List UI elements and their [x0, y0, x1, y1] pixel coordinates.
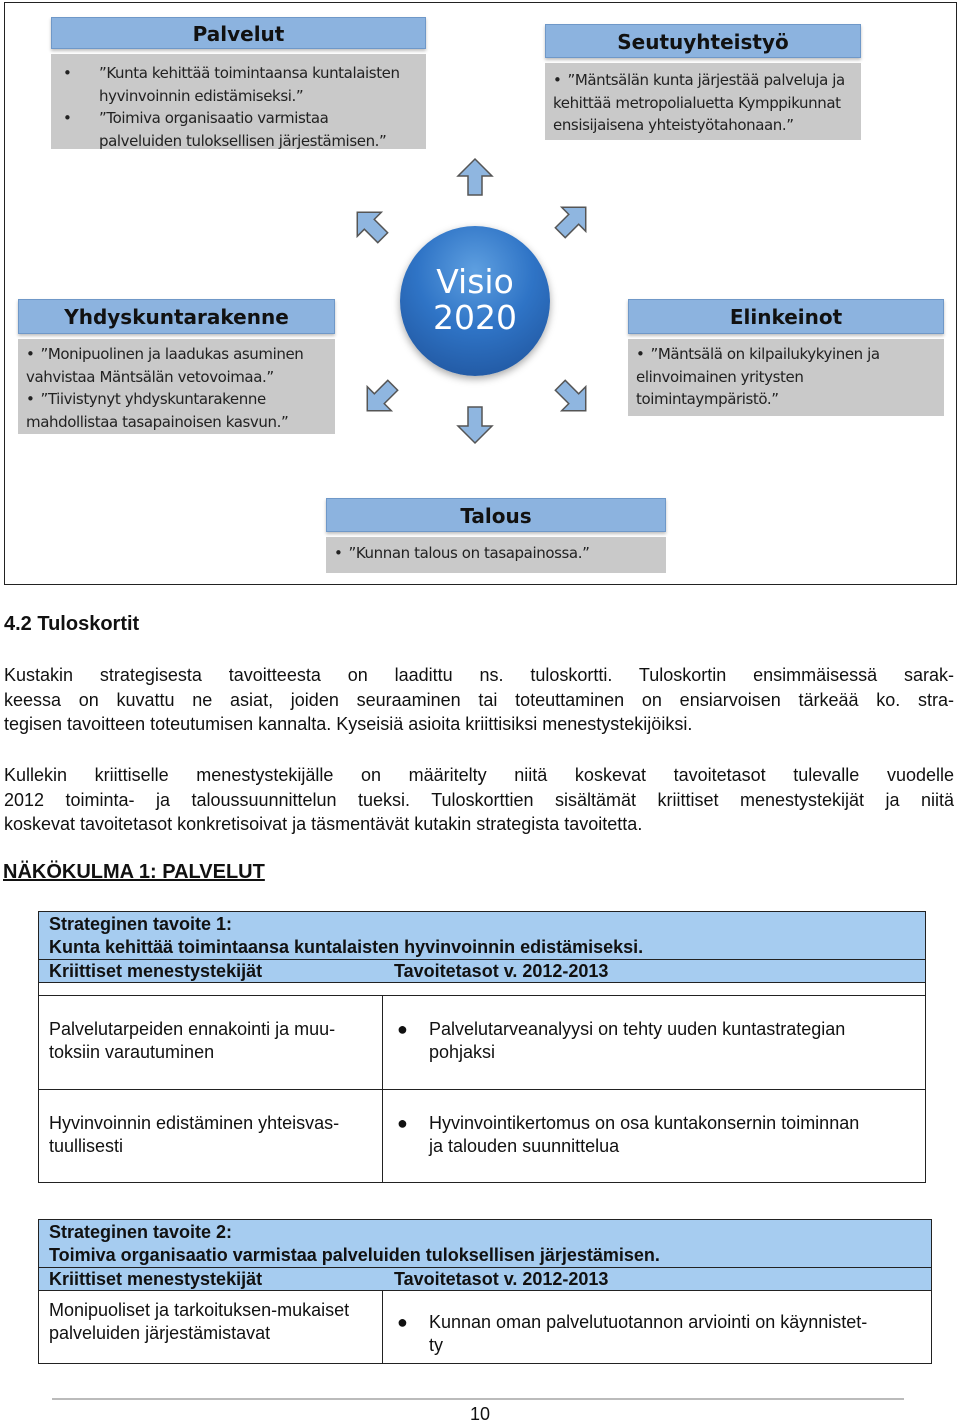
- paragraph-line: tegisen tavoitteen toteutumisen kannalta. Kyseisiä asioita kriittisiksi menestystekijöiksi.: [4, 714, 693, 734]
- list-item: • ”Mäntsälä on kilpailukykyinen ja elinvoimainen yritysten toimintaympäristö.”: [636, 343, 936, 411]
- arrow-up-right-icon: [553, 200, 593, 240]
- card-yhdyskuntarakenne: [18, 299, 335, 434]
- list-item: • ”Kunnan talous on tasapainossa.”: [334, 542, 658, 565]
- arrow-up-icon: [455, 157, 495, 197]
- card-seutuyhteistyo: [545, 24, 861, 140]
- table-cell: Monipuoliset ja tarkoituksen-mukaiset palveluiden järjestämistavat: [39, 1291, 383, 1363]
- column-header: Kriittiset menestystekijät: [49, 1269, 263, 1289]
- paragraph-line: 2012 toiminta- ja taloussuunnittelun tueksi. Tuloskorttien sisältämät kriittiset menestystekijät ja niitä: [4, 789, 954, 810]
- card-seutuyhteistyo-title: Seutuyhteistyö: [545, 24, 861, 58]
- paragraph-1: [4, 663, 954, 737]
- paragraph-line: keessa on kuvattu ne asiat, joiden seuraaminen tai toteuttaminen on ensiarvoisen tärkeää ko. stra-: [4, 689, 954, 710]
- list-item: • ”Mäntsälän kunta järjestää palveluja ja kehittää metropolialuetta Kymppikunnat ensisijaisena yhteistyötahonaan.”: [553, 69, 853, 137]
- card-palvelut-body: [51, 54, 426, 149]
- arrow-up-left-icon: [350, 205, 390, 245]
- paragraph-line: Kustakin strategisesta tavoitteesta on laadittu ns. tuloskortti. Tuloskortin ensimmäisessä sarak-: [4, 665, 954, 685]
- table-row: [39, 1290, 931, 1363]
- visio-title: Visio: [436, 262, 514, 301]
- column-header: Tavoitetasot v. 2012-2013: [394, 1269, 609, 1289]
- list-item: • ”Toimiva organisaatio varmistaa palveluiden tuloksellisen järjestämisen.”: [59, 107, 418, 152]
- table-cell: Palvelutarpeiden ennakointi ja muu- toksiin varautuminen: [39, 996, 383, 1089]
- list-item: • ”Kunta kehittää toimintaansa kuntalaisten hyvinvoinnin edistämiseksi.”: [59, 62, 418, 107]
- card-palvelut-title: Palvelut: [51, 17, 426, 49]
- list-item: • ”Tiivistynyt yhdyskuntarakenne mahdollistaa tasapainoisen kasvun.”: [26, 388, 327, 433]
- paragraph-line: Kullekin kriittiselle menestystekijälle on määritelty niitä koskevat tavoitetasot tulevalle vuodelle: [4, 765, 954, 785]
- card-yhdyskuntarakenne-title: Yhdyskuntarakenne: [18, 299, 335, 334]
- table-header-row: [39, 959, 925, 982]
- results-card-table-1: [38, 911, 926, 1183]
- card-talous-title: Talous: [326, 498, 666, 532]
- visio-year: 2020: [433, 298, 517, 337]
- paragraph-2: [4, 763, 954, 837]
- table-cell: ● Hyvinvointikertomus on osa kuntakonsernin toiminnan ja talouden suunnittelua: [397, 1113, 860, 1156]
- paragraph-line: koskevat tavoitetasot konkretisoivat ja täsmentävät kutakin strategista tavoitetta.: [4, 814, 643, 834]
- table-row: [39, 1089, 925, 1182]
- bullet-icon: ●: [397, 1113, 408, 1133]
- table-spacer: [39, 982, 925, 995]
- arrow-down-icon: [455, 405, 495, 445]
- arrow-down-left-icon: [360, 378, 400, 418]
- results-card-table-2: [38, 1219, 932, 1364]
- column-header: Kriittiset menestystekijät: [49, 961, 263, 981]
- table-title: [39, 1220, 931, 1267]
- table-header-row: [39, 1267, 931, 1290]
- card-seutuyhteistyo-body: [545, 63, 861, 140]
- card-palvelut: [51, 17, 426, 149]
- arrow-down-right-icon: [553, 378, 593, 418]
- table-title: [39, 912, 925, 959]
- list-item: • ”Monipuolinen ja laadukas asuminen vahvistaa Mäntsälän vetovoimaa.”: [26, 343, 327, 388]
- table-title-line: Kunta kehittää toimintaansa kuntalaisten hyvinvoinnin edistämiseksi.: [49, 937, 644, 957]
- card-yhdyskuntarakenne-body: [18, 339, 335, 434]
- section-heading: 4.2 Tuloskortit: [4, 613, 140, 635]
- bullet-icon: ●: [397, 1312, 408, 1332]
- footer-divider: [52, 1398, 904, 1400]
- table-cell: ● Kunnan oman palvelutuotannon arviointi on käynnistet- ty: [397, 1312, 868, 1355]
- card-talous-body: [326, 537, 666, 573]
- table-cell: Hyvinvoinnin edistäminen yhteisvas- tuullisesti: [39, 1090, 383, 1182]
- card-elinkeinot-title: Elinkeinot: [628, 299, 944, 334]
- table-row: [39, 995, 925, 1089]
- table-title-line: Strateginen tavoite 1:: [49, 914, 233, 934]
- table-title-line: Toimiva organisaatio varmistaa palveluiden tuloksellisen järjestämisen.: [49, 1245, 660, 1265]
- visio-2020-circle: [400, 226, 550, 376]
- card-elinkeinot-body: [628, 339, 944, 416]
- page-number: 10: [469, 1404, 491, 1424]
- card-talous: [326, 498, 666, 573]
- column-header: Tavoitetasot v. 2012-2013: [394, 961, 609, 981]
- bullet-icon: ●: [397, 1019, 408, 1039]
- card-elinkeinot: [628, 299, 944, 416]
- perspective-heading: NÄKÖKULMA 1: PALVELUT: [3, 861, 265, 883]
- table-cell: ● Palvelutarveanalyysi on tehty uuden kuntastrategian pohjaksi: [397, 1019, 846, 1062]
- table-title-line: Strateginen tavoite 2:: [49, 1222, 233, 1242]
